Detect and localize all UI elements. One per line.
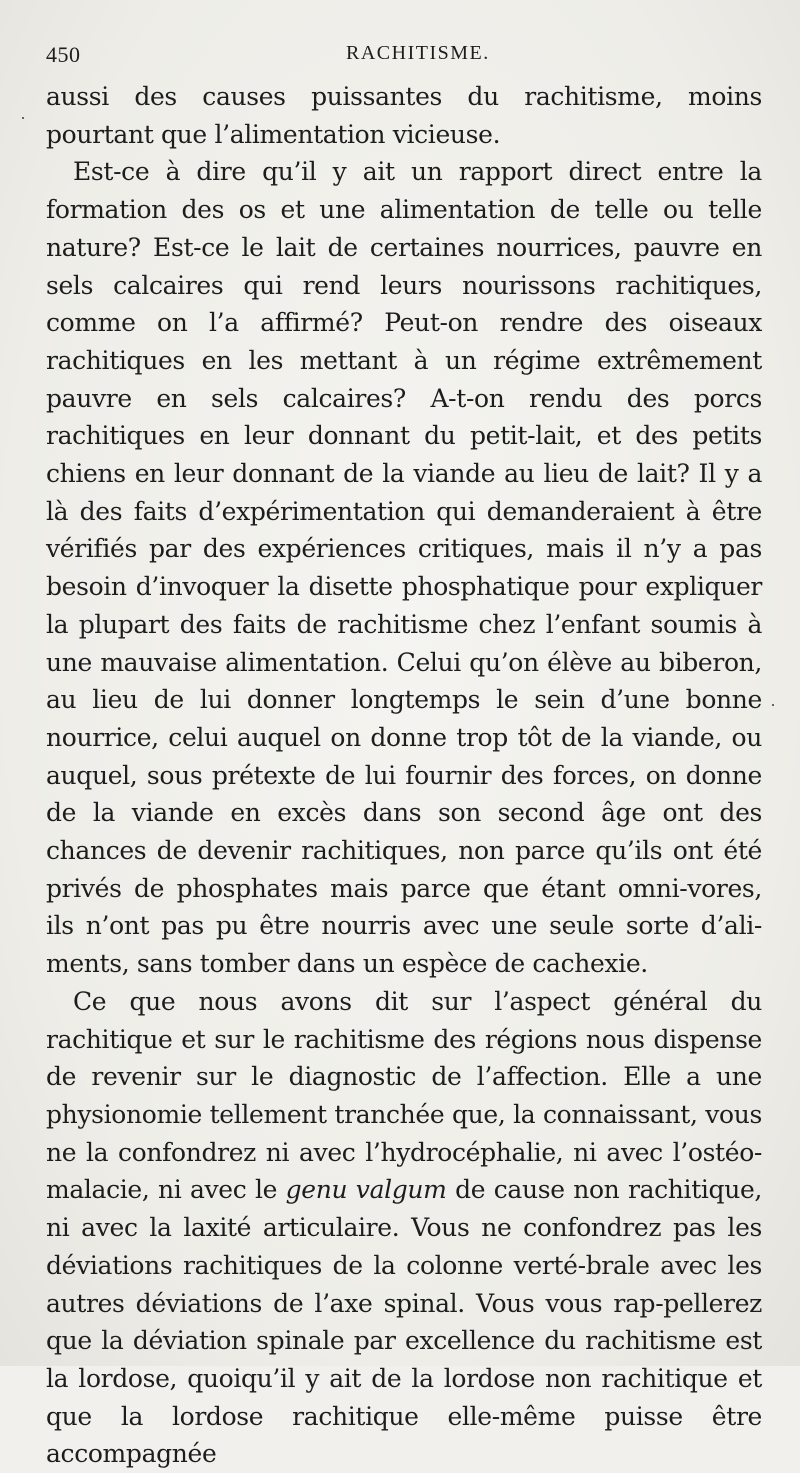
paragraph-text: Est-ce à dire qu’il y ait un rapport direct entre la formation des os et une alimentation de telle ou telle nature? Est-ce le lait de certaines nourrices, pauvre en sels calcaires qui rend leurs nourissons rachitiques, comme on l’a affirmé? Peut-on rendre des oiseaux rachitiques en les mettant à un régime extrêmement pauvre en sels calcaires? A-t-on rendu des porcs rachitiques en leur donnant du petit-lait, et des petits chiens en leur donnant de la viande au lieu de lait? Il y a là des faits d’expérimentation qui demanderaient à être vérifiés par des expériences critiques, mais il n’y a pas besoin d’invoquer la disette phosphatique pour expliquer la plupart des faits de rachitisme chez l’enfant soumis à une mauvaise alimentation. Celui qu’on élève au biberon, au lieu de lui donner longtemps le sein d’une bonne nourrice, celui auquel on donne trop tôt de la viande, ou auquel, sous prétexte de lui fournir des forces, on donne de la viande en excès dans son second âge ont des chances de devenir rachitiques, non parce qu’ils ont été privés de phosphates mais parce que étant omni-vores, ils n’ont pas pu être nourris avec une seule sorte d’ali-ments, sans tomber dans un espèce de cachexie. — [46, 157, 762, 979]
paragraph — [46, 78, 762, 153]
ink-speck — [772, 704, 774, 706]
page-header — [46, 42, 762, 72]
page-number: 450 — [46, 42, 81, 67]
italic-term: genu valgum — [285, 1175, 447, 1205]
paragraph — [46, 983, 762, 1473]
paragraph-text: de cause non rachitique, ni avec la laxité articulaire. Vous ne confondrez pas les déviations rachitiques de la colonne verté-brale avec les autres déviations de l’axe spinal. Vous vous rap-pellerez que la déviation spinale par excellence du rachitisme est la lordose, quoiqu’il y ait de la lordose non rachitique et que la lordose rachitique elle-même puisse être accompagnée — [46, 1175, 762, 1469]
paragraph — [46, 153, 762, 982]
paragraph-text: aussi des causes puissantes du rachitisme, moins pourtant que l’alimentation vicieuse. — [46, 82, 762, 149]
running-head: RACHITISME. — [346, 42, 490, 64]
body-text — [46, 78, 762, 1473]
paragraph-text: Ce que nous avons dit sur l’aspect général du rachitique et sur le rachitisme des régions nous dispense de revenir sur le diagnostic de l’affection. Elle a une physionomie tellement tranchée que, la connaissant, vous ne la confondrez ni avec l’hydrocéphalie, ni avec l’ostéo-malacie, ni avec le — [46, 986, 762, 1205]
ink-speck — [22, 117, 24, 119]
